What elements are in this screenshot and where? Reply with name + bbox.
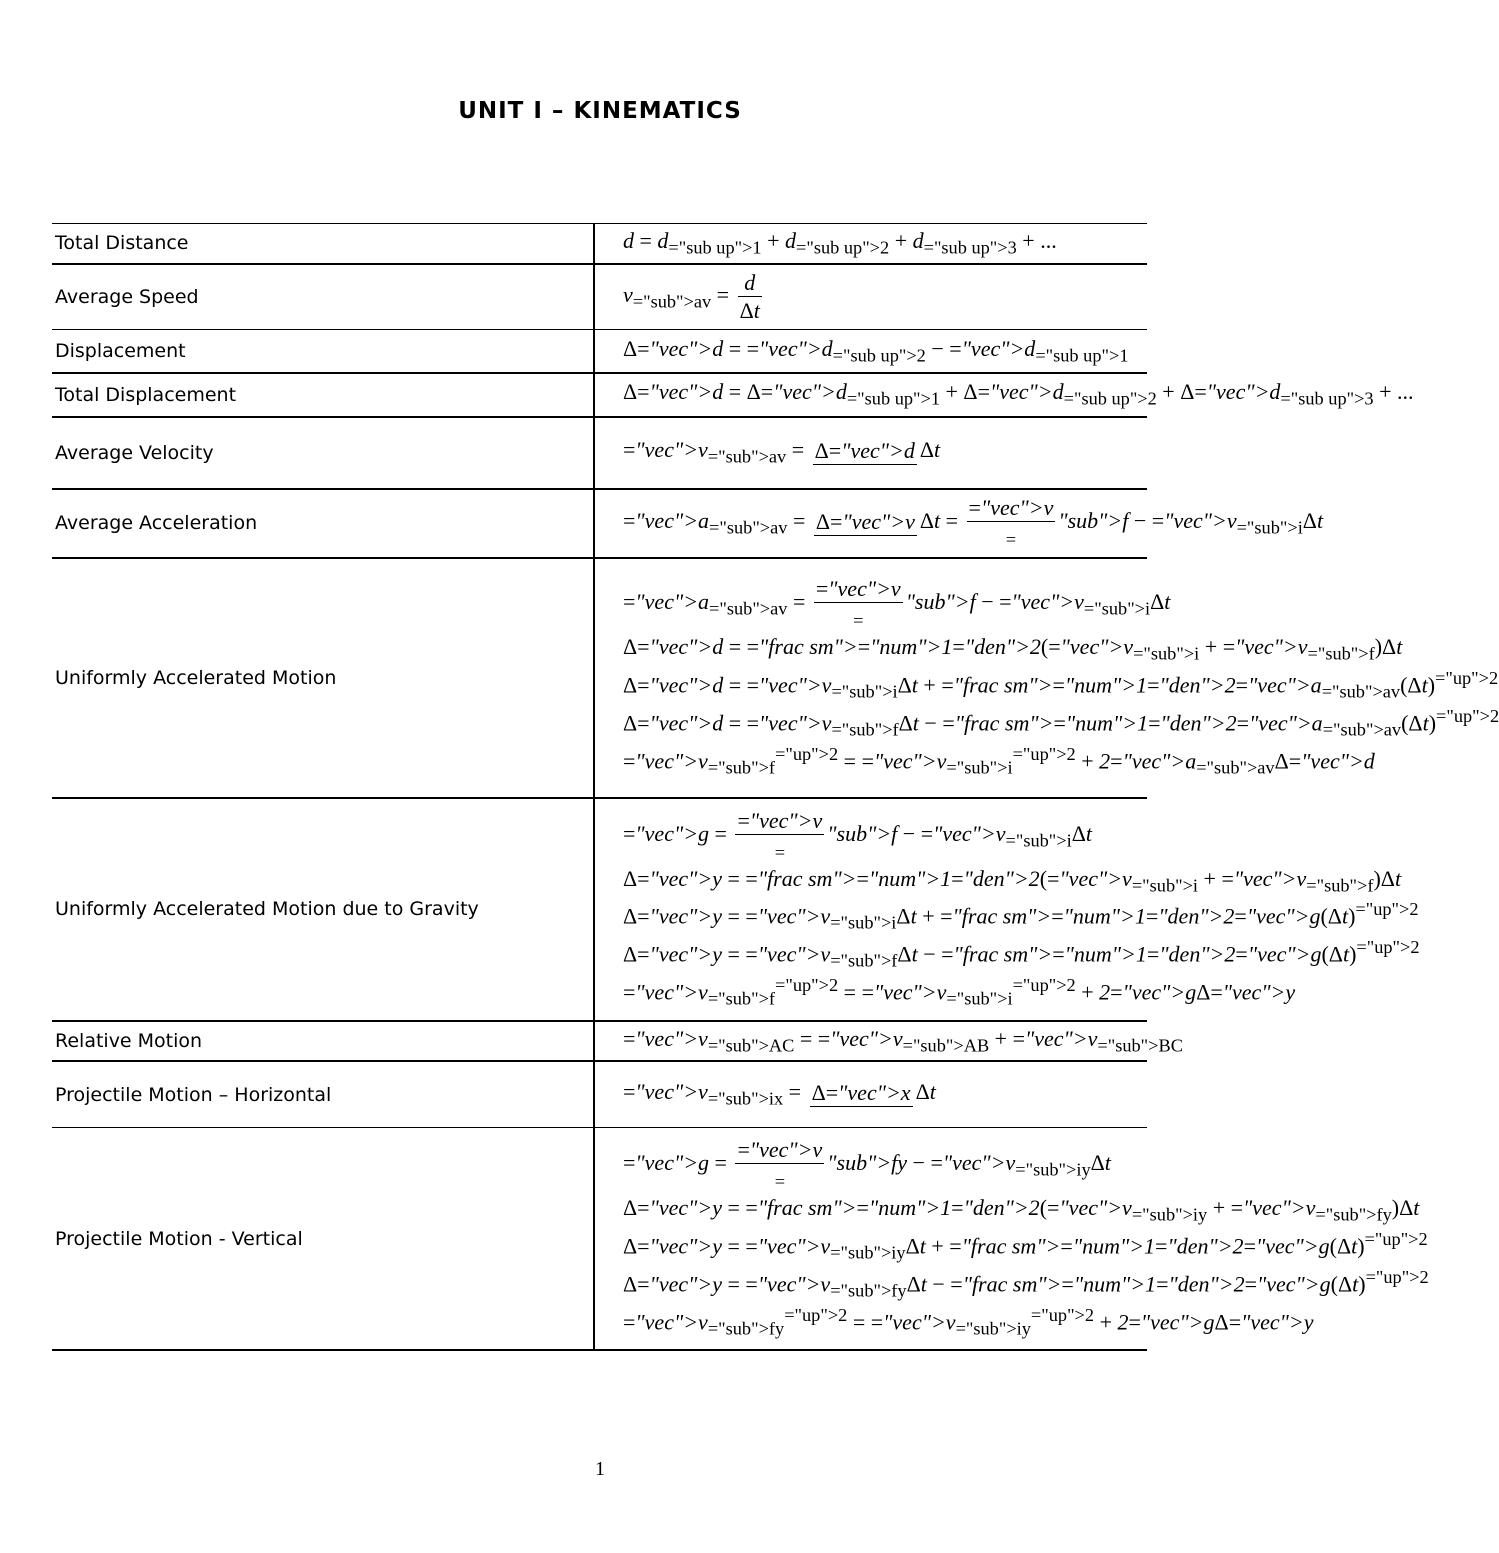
equation: Δ="vec">d = ="frac $sm">="num">1="den">2(="vec">v_{="sub">i}$ + $="vec">v_{="sub">f})\Delta t$ (623, 634, 1403, 664)
quantity-label: Displacement (52, 330, 594, 373)
equation-cell (594, 330, 1147, 373)
quantity-label: Projectile Motion – Horizontal (52, 1061, 594, 1127)
formula-row (52, 417, 1147, 489)
equation-cell (594, 1061, 1147, 1127)
equation: Δ="vec">y = ="frac $sm">="num">1="den">2(="vec">v_{="sub">i}$ + $="vec">v_{="sub">f})\Delta t$ (623, 865, 1402, 896)
formula-row (52, 373, 1147, 417)
equation-cell (594, 558, 1499, 798)
quantity-label: Average Velocity (52, 417, 594, 489)
formula-row (52, 798, 1147, 1021)
formula-row (52, 330, 1147, 373)
page-number: 1 (595, 1458, 605, 1480)
quantity-label: Average Speed (52, 264, 594, 330)
formula-table (52, 223, 1499, 1351)
formula-row (52, 224, 1147, 264)
formula-row (52, 558, 1147, 798)
equation: Δ="vec">y = $="vec">v_{="sub">fy}\Delta t$ − ="frac $sm">="num">1="den">2="vec">g(\Delta t)^{="up">2}$ (623, 1266, 1429, 1301)
quantity-label: Uniformly Accelerated Motion due to Gravity (52, 798, 594, 1021)
document-title: UNIT I – KINEMATICS (458, 98, 742, 124)
equation: $="vec">v_{="sub">ix}$ = Δ="vec">x Δt (623, 1079, 936, 1109)
equation-cell (594, 798, 1420, 1021)
quantity-label: Average Acceleration (52, 489, 594, 558)
equation: Δ="vec">y = $="vec">v_{="sub">i}\Delta t$ + ="frac $sm">="num">1="den">2="vec">g(\Delta t)^{="up">2}$ (623, 899, 1419, 934)
quantity-label: Projectile Motion - Vertical (52, 1127, 594, 1350)
equation-cell (594, 489, 1324, 558)
equation: Δ="vec">y = $="vec">v_{="sub">iy}\Delta t$ + ="frac $sm">="num">1="den">2="vec">g(\Delta t)^{="up">2}$ (623, 1228, 1428, 1263)
equation: $="vec">v_{="sub">f}^{="up">2}$ = $="vec">v_{="sub">i}^{="up">2}$ + $2="vec">a_{="sub">av}\Delta="vec">d$ (623, 743, 1375, 778)
quantity-label: Relative Motion (52, 1021, 594, 1062)
equation: Δ="vec">d = $="vec">v_{="sub">f}\Delta t$ − ="frac $sm">="num">1="den">2="vec">a_{="sub">av}(\Delta t)^{="up">2}$ (623, 705, 1499, 740)
equation-cell (594, 417, 1147, 489)
formula-row (52, 1021, 1147, 1062)
equation-cell (594, 1127, 1429, 1350)
quantity-label: Uniformly Accelerated Motion (52, 558, 594, 798)
equation: Δ="vec">y = ="frac $sm">="num">1="den">2(="vec">v_{="sub">iy}$ + $="vec">v_{="sub">fy})\Delta t$ (623, 1195, 1420, 1225)
equation: ="vec">g = $\frac{\text{="vec">v}}{_=}$ "sub">f − $="vec">v_{="sub">i}\Delta t$ (623, 807, 1092, 863)
equation-cell (594, 1021, 1183, 1062)
equation: $="vec">v_{="sub">av}$ = Δ="vec">d Δt (623, 437, 941, 467)
equation: Δ="vec">d = $="vec">v_{="sub">i}\Delta t$ + ="frac $sm">="num">1="den">2="vec">a_{="sub">av}(\Delta t)^{="up">2}$ (623, 667, 1499, 702)
equation: Δ="vec">y = $="vec">v_{="sub">f}\Delta t$ − ="frac $sm">="num">1="den">2="vec">g(\Delta t)^{="up">2}$ (623, 937, 1420, 972)
equation: $="vec">a_{="sub">av}$ = Δ="vec">v Δt = $\frac{\text{="vec">v}}{_=}$ "sub">f − $="vec">v_{="sub">i}\Delta t$ (623, 495, 1324, 550)
formula-row (52, 1127, 1147, 1350)
equation: Δ="vec">d = $\Delta="vec">d_{="sub up">1}$ + $\Delta="vec">d_{="sub up">2}$ + $\Delta="vec">d_{="sub up">3}$ + ... (623, 379, 1414, 409)
formula-row (52, 489, 1147, 558)
equation: $v_{="sub">av}$ = $\frac{d}{\Delta t}$ (623, 269, 760, 323)
quantity-label: Total Displacement (52, 373, 594, 417)
quantity-label: Total Distance (52, 224, 594, 264)
formula-row (52, 1061, 1147, 1127)
equation: $="vec">v_{="sub">fy}^{="up">2}$ = $="vec">v_{="sub">iy}^{="up">2}$ + 2="vec">gΔ="vec">y (623, 1304, 1314, 1339)
equation: $="vec">a_{="sub">av}$ = $\frac{\text{="vec">v}}{_=}$ "sub">f − $="vec">v_{="sub">i}\Delta t$ (623, 576, 1171, 631)
formula-row (52, 264, 1147, 330)
equation: $d = d_{="sub up">1} + d_{="sub up">2} + d_{="sub up">3}$ + ... (623, 228, 1057, 258)
equation: Δ="vec">d = $="vec">d_{="sub up">2}$ − $="vec">d_{="sub up">1}$ (623, 335, 1129, 365)
equation: $="vec">v_{="sub">f}^{="up">2}$ = $="vec">v_{="sub">i}^{="up">2}$ + 2="vec">gΔ="vec">y (623, 975, 1296, 1010)
equation-cell (594, 373, 1414, 417)
equation-cell (594, 224, 1147, 264)
equation: $="vec">v_{="sub">AC}$ = $="vec">v_{="sub">AB}$ + $="vec">v_{="sub">BC}$ (623, 1025, 1183, 1056)
equation: ="vec">g = $\frac{\text{="vec">v}}{_=}$ "sub">fy − $="vec">v_{="sub">iy}\Delta t$ (623, 1137, 1111, 1192)
equation-cell (594, 264, 1147, 330)
